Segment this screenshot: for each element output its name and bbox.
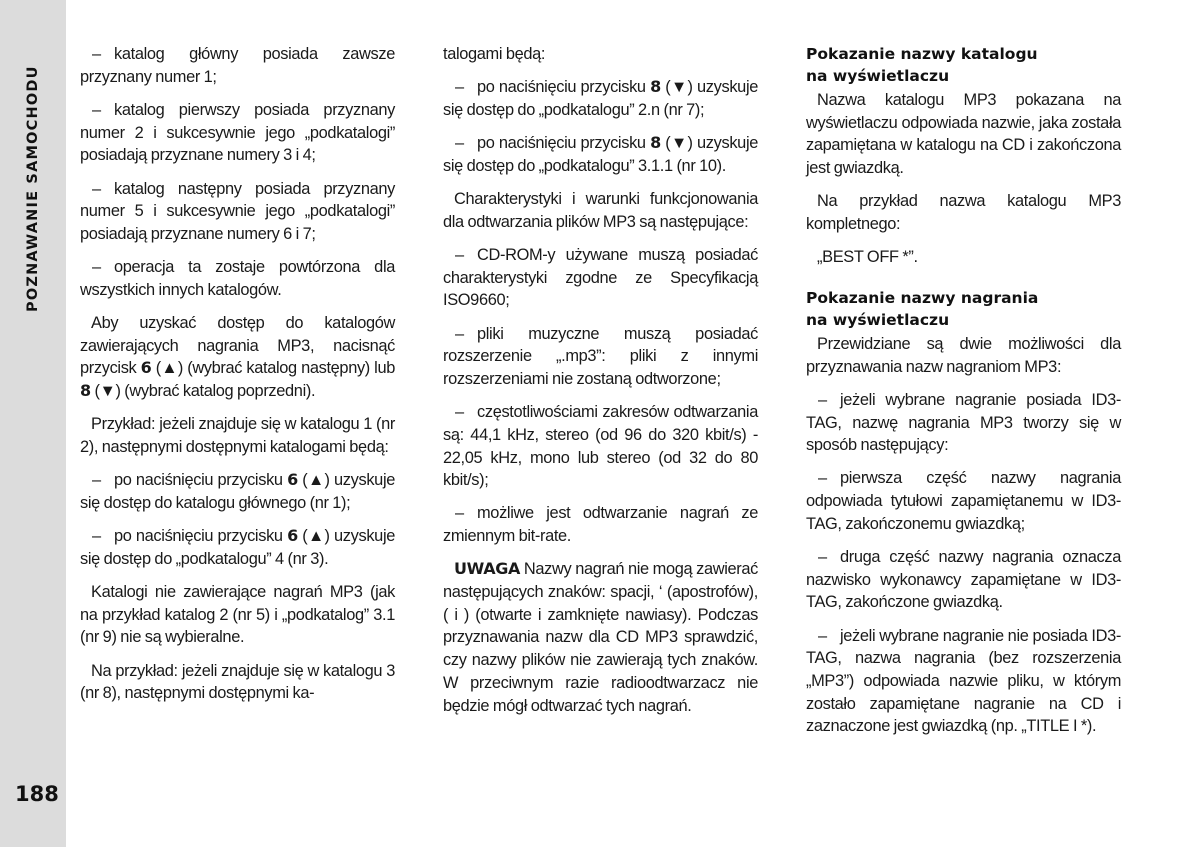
paragraph: – katalog następny posiada przyznany numer 5 i sukcesywnie jego „podkatalogi” posiadają przyznane numery 6 i 7; — [80, 179, 395, 243]
paragraph: „BEST OFF *”. — [817, 248, 918, 267]
paragraph: – CD-ROM-y używane muszą posiadać charakterystyki zgodne ze Specyfikacją ISO9660; — [443, 245, 758, 310]
paragraph: Charakterystyki i warunki funkcjonowania dla odtwarzania plików MP3 są następujące: — [443, 190, 758, 231]
paragraph: – operacja ta zostaje powtórzona dla wszystkich innych katalogów. — [80, 258, 395, 299]
paragraph: Aby uzyskać dostęp do katalogów zawierających nagrania MP3, nacisnąć przycisk 6 (▲) (wybrać katalog następny) lub 8 (▼) (wybrać katalog poprzedni). — [80, 314, 395, 401]
button-key-6: 6 — [287, 526, 298, 546]
paragraph: – po naciśnięciu przycisku 6 (▲) uzyskuje się dostęp do „podkatalogu” 4 (nr 3). — [80, 526, 396, 568]
paragraph: – druga część nazwy nagrania oznacza nazwisko wykonawcy zapamiętane w ID3-TAG, zakończone gwiazdką. — [806, 548, 1121, 612]
text-column-3 — [806, 43, 1121, 749]
button-key-6: 6 — [287, 470, 298, 490]
note-paragraph: UWAGA Nazwy nagrań nie mogą zawierać następujących znaków: spacji, ‘ (apostrofów), ( i ) (otwarte i zamknięte nawiasy). Podczas przyznawania nazw dla CD MP3 sprawdzić, czy nazwy plików nie zawierają tych znaków. W przeciwnym razie radioodtwarzacz nie będzie mógł odtwarzać tych nagrań. — [443, 559, 758, 715]
paragraph: – po naciśnięciu przycisku 8 (▼) uzyskuje się dostęp do „podkatalogu” 2.n (nr 7); — [443, 77, 759, 119]
section-heading: Pokazanie nazwy katalogu na wyświetlaczu — [806, 45, 1038, 85]
paragraph: – katalog pierwszy posiada przyznany numer 2 i sukcesywnie jego „podkatalogi” posiadają przyznane numery 3 i 4; — [80, 100, 395, 165]
paragraph: – jeżeli wybrane nagranie posiada ID3-TAG, nazwę nagrania MP3 tworzy się w sposób następujący: — [806, 390, 1121, 455]
button-key-8: 8 — [80, 381, 91, 401]
paragraph: – po naciśnięciu przycisku 8 (▼) uzyskuje się dostęp do „podkatalogu” 3.1.1 (nr 10). — [443, 133, 759, 175]
paragraph: – możliwe jest odtwarzanie nagrań ze zmiennym bit-rate. — [443, 504, 758, 546]
paragraph: – pierwsza część nazwy nagrania odpowiada tytułowi zapamiętanemu w ID3-TAG, zakończonemu gwiazdką; — [806, 469, 1121, 533]
paragraph: – katalog główny posiada zawsze przyznany numer 1; — [80, 45, 395, 86]
paragraph: Katalogi nie zawierające nagrań MP3 (jak na przykład katalog 2 (nr 5) i „podkatalog” 3.1 (nr 9) nie są wybieralne. — [80, 583, 395, 647]
note-label: UWAGA — [454, 559, 521, 579]
section-label: POZNAWANIE SAMOCHODU — [25, 65, 41, 312]
section-heading: Pokazanie nazwy nagrania na wyświetlaczu — [806, 288, 1039, 329]
paragraph: – jeżeli wybrane nagranie nie posiada ID3-TAG, nazwa nagrania (bez rozszerzenia „MP3”) odpowiada nazwie pliku, w którym zostało zapamiętane nagranie na CD i zaznaczone jest gwiazdką (np. „TITLE I *). — [806, 626, 1121, 736]
paragraph: Na przykład nazwa katalogu MP3 kompletnego: — [806, 192, 1121, 234]
paragraph: talogami będą: — [443, 45, 546, 63]
paragraph: Nazwa katalogu MP3 pokazana na wyświetlaczu odpowiada nazwie, jaka została zapamiętana w katalogu na CD i zakończona jest gwiazdką. — [806, 91, 1121, 178]
button-key-8: 8 — [650, 77, 661, 97]
paragraph: Na przykład: jeżeli znajduje się w katalogu 3 (nr 8), następnymi dostępnymi ka- — [80, 661, 395, 703]
page-number: 188 — [15, 782, 59, 806]
paragraph: – po naciśnięciu przycisku 6 (▲) uzyskuje się dostęp do katalogu głównego (nr 1); — [80, 470, 396, 512]
text-column-2 — [443, 43, 758, 728]
text-column-1 — [80, 43, 395, 716]
paragraph: – częstotliwościami zakresów odtwarzania są: 44,1 kHz, stereo (od 96 do 320 kbit/s) - 22,05 kHz, mono lub stereo (od 32 do 80 kbit/s); — [443, 403, 758, 490]
button-key-6: 6 — [140, 358, 152, 378]
paragraph: Przykład: jeżeli znajduje się w katalogu 1 (nr 2), następnymi dostępnymi katalogami będą: — [80, 415, 395, 457]
paragraph: – pliki muzyczne muszą posiadać rozszerzenie „.mp3”: pliki z innymi rozszerzeniami nie zostaną odtworzone; — [443, 324, 758, 388]
paragraph: Przewidziane są dwie możliwości dla przyznawania nazw nagraniom MP3: — [806, 334, 1121, 376]
button-key-8: 8 — [650, 133, 661, 153]
